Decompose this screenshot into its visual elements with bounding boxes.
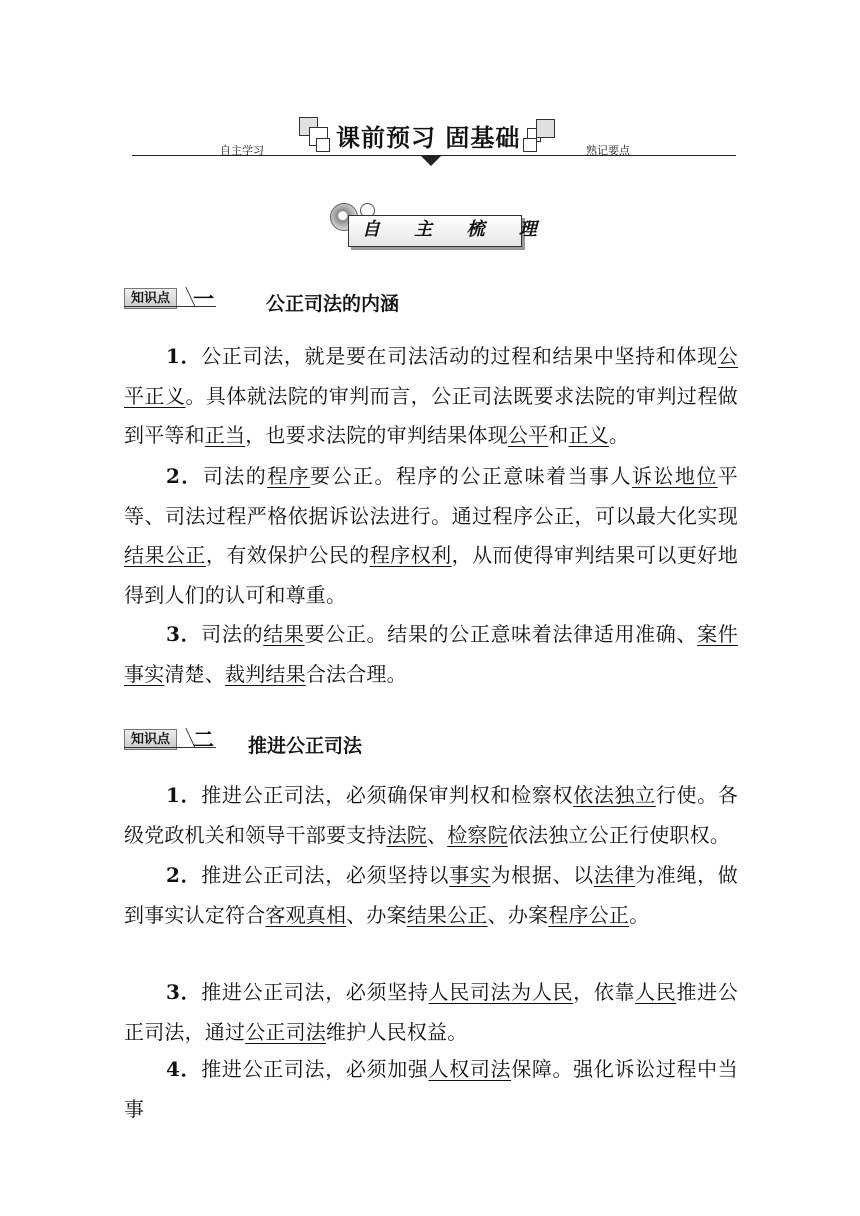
answer-underlined-text: 依法独立 <box>573 783 656 807</box>
header-title: 课前预习 固基础 <box>336 124 521 152</box>
kp1-number: 一 <box>193 287 214 311</box>
answer-underlined-text: 案件事实 <box>124 622 738 686</box>
answer-underlined-text: 人民 <box>635 980 677 1004</box>
paragraph-text: 、办案 <box>346 902 407 927</box>
answer-underlined-text: 法律 <box>593 863 636 887</box>
answer-underlined-text: 结果公正 <box>124 543 206 567</box>
paragraph-text: 为根据、以 <box>490 863 594 887</box>
item-number: 1． <box>166 344 202 368</box>
paragraph-text: 清楚、 <box>164 661 226 686</box>
paragraph-text: ，从而使得审判结果可以更好地得到人们的认可和尊重。 <box>124 543 738 607</box>
paragraph-text: 推进公正司法，必须加强 <box>201 1057 429 1081</box>
kp2-paragraph-1 <box>124 776 738 855</box>
decorative-square-icon <box>536 119 555 138</box>
paragraph-text: 依法独立公正行使职权。 <box>507 822 731 847</box>
answer-underlined-text: 公平正义 <box>124 344 738 408</box>
answer-underlined-text: 程序公正 <box>548 902 630 927</box>
kp2-paragraph-2 <box>124 856 738 935</box>
answer-underlined-text: 裁判结果 <box>225 661 306 686</box>
paragraph-text: 要公正。结果的公正意味着法律适用准确、 <box>304 622 698 646</box>
kp1-tag: 知识点 <box>124 288 177 309</box>
item-number: 2． <box>166 863 202 887</box>
answer-underlined-text: 事实 <box>449 863 491 887</box>
paragraph-text: 推进公正司法，必须坚持 <box>201 980 429 1004</box>
kp2-number: 二 <box>193 728 214 752</box>
triangle-down-icon <box>421 156 441 166</box>
paragraph-text: 。 <box>629 902 650 927</box>
answer-underlined-text: 程序权利 <box>369 543 452 567</box>
paragraph-text: 。具体就法院的审判而言，公正司法既要求法院的审判过程做到平等和 <box>124 383 738 447</box>
kp1-paragraph-3 <box>124 615 738 694</box>
paragraph-text: ，也要求法院的审判结果体现 <box>245 423 508 447</box>
item-number: 4． <box>166 1057 202 1081</box>
answer-underlined-text: 人民司法为人民 <box>428 980 574 1004</box>
answer-underlined-text: 正义 <box>568 423 609 447</box>
kp1-paragraph-1 <box>124 337 738 456</box>
decorative-square-icon <box>316 138 330 152</box>
paragraph-text: 、 <box>427 822 448 847</box>
paragraph-text: 保障。强化诉讼过程中当事 <box>124 1057 738 1121</box>
answer-underlined-text: 人权司法 <box>428 1057 512 1081</box>
kp2-paragraph-3 <box>124 973 738 1052</box>
paragraph-text: 合法合理。 <box>305 661 407 686</box>
header-left-label: 自主学习 <box>220 144 264 157</box>
header-right-label: 熟记要点 <box>586 144 630 157</box>
paragraph-text: 推进公正司法，必须坚持以 <box>201 863 450 887</box>
kp1-title: 公正司法的内涵 <box>266 293 400 315</box>
answer-underlined-text: 公平 <box>507 423 549 447</box>
paragraph-text: 为准绳，做到事实认定符合 <box>124 863 739 927</box>
answer-underlined-text: 公正司法 <box>245 1019 327 1044</box>
paragraph-text: 。 <box>608 423 630 447</box>
kp2-tag-underline <box>124 747 216 748</box>
answer-underlined-text: 客观真相 <box>265 902 347 927</box>
answer-underlined-text: 结果 <box>263 622 305 646</box>
kp1-paragraph-2 <box>124 457 738 615</box>
item-number: 1． <box>166 783 202 807</box>
paragraph-text: 推进公正司法，必须确保审判权和检察权 <box>201 783 574 807</box>
answer-underlined-text: 程序 <box>267 464 311 488</box>
paragraph-text: 、办案 <box>487 902 549 927</box>
paragraph-text: 平等、司法过程严格依据诉讼法进行。通过程序公正，可以最大化实现 <box>124 464 738 528</box>
section-badge-title: 自 主 梳 理 <box>362 219 551 240</box>
item-number: 3． <box>166 622 202 646</box>
paragraph-text: 司法的 <box>202 464 268 488</box>
answer-underlined-text: 诉讼地位 <box>631 464 718 488</box>
paragraph-text: 行使。各级党政机关和领导干部要支持 <box>124 783 738 847</box>
paragraph-text: 司法的 <box>201 622 264 646</box>
paragraph-text: 推进公正司法，通过 <box>124 980 738 1044</box>
item-number: 2． <box>166 464 203 488</box>
paragraph-text: 和 <box>548 423 569 447</box>
paragraph-text: 公正司法，就是要在司法活动的过程和结果中坚持和体现 <box>201 344 718 368</box>
paragraph-text: 要公正。程序的公正意味着当事人 <box>310 464 632 488</box>
kp2-paragraph-4 <box>124 1050 738 1129</box>
paragraph-text: ，依靠 <box>573 980 636 1004</box>
answer-underlined-text: 正当 <box>204 423 246 447</box>
answer-underlined-text: 检察院 <box>447 822 508 847</box>
kp2-title: 推进公正司法 <box>248 735 363 757</box>
item-number: 3． <box>166 980 202 1004</box>
answer-underlined-text: 法院 <box>386 822 428 847</box>
paragraph-text: ，有效保护公民的 <box>205 543 370 567</box>
kp1-tag-underline <box>124 306 216 307</box>
paragraph-text: 维护人民权益。 <box>326 1019 468 1044</box>
answer-underlined-text: 结果公正 <box>406 902 488 927</box>
kp2-tag: 知识点 <box>124 729 177 750</box>
decorative-square-icon <box>523 138 537 152</box>
